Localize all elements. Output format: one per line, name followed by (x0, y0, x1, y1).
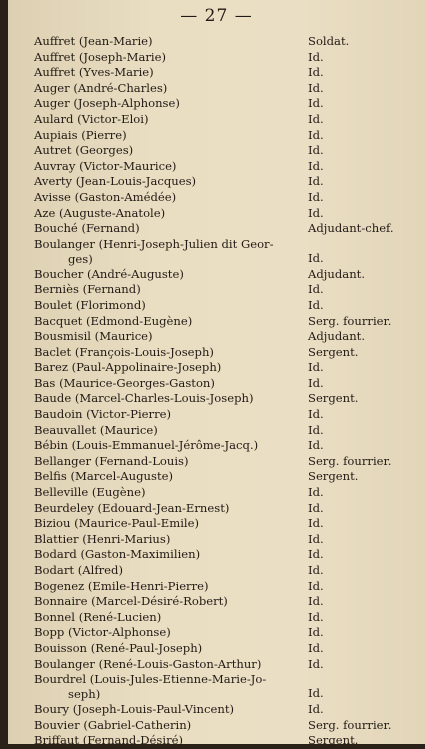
roster-rank: Id. (308, 640, 324, 655)
roster-row (30, 454, 420, 470)
roster-row (30, 594, 420, 610)
roster-name: Belfis (Marcel-Auguste) (34, 469, 174, 484)
roster-row (30, 657, 420, 673)
roster-name: Baude (Marcel-Charles-Louis-Joseph) (34, 391, 254, 406)
roster-name: Bacquet (Edmond-Eugène) (34, 313, 193, 328)
roster-row (30, 625, 420, 641)
roster-name: Bébin (Louis-Emmanuel-Jérôme-Jacq.) (34, 438, 259, 453)
roster-rank: Id. (308, 282, 324, 297)
roster-rank: Sergent. (308, 344, 359, 359)
roster-name: Boulanger (René-Louis-Gaston-Arthur) (34, 656, 262, 671)
roster-name: Bouvier (Gabriel-Catherin) (34, 717, 192, 732)
roster-row (30, 190, 420, 206)
roster-rank: Id. (308, 485, 324, 500)
roster-rank: Id. (308, 143, 324, 158)
roster-name: Boury (Joseph-Louis-Paul-Vincent) (34, 702, 235, 717)
roster-row (30, 579, 420, 595)
roster-row (30, 50, 420, 66)
roster-row (30, 718, 420, 734)
roster-row (30, 407, 420, 423)
roster-rank: Id. (308, 656, 324, 671)
roster-name: Belleville (Eugène) (34, 485, 146, 500)
roster-rank: Id. (308, 189, 324, 204)
roster-list (30, 34, 420, 749)
roster-rank: Id. (308, 127, 324, 142)
roster-row (30, 329, 420, 345)
roster-rank: Id. (308, 205, 324, 220)
roster-name: Aulard (Victor-Eloi) (34, 111, 149, 126)
roster-name: Bonnaire (Marcel-Désiré-Robert) (34, 594, 228, 609)
roster-row (30, 298, 420, 314)
roster-rank: Adjudant. (308, 329, 366, 344)
roster-name: Baudoin (Victor-Pierre) (34, 407, 171, 422)
roster-name: Auvray (Victor-Maurice) (34, 158, 177, 173)
roster-row (30, 206, 420, 222)
roster-row (30, 516, 420, 532)
roster-rank: Sergent. (308, 391, 359, 406)
roster-rank: Sergent. (308, 469, 359, 484)
roster-row (30, 733, 420, 749)
roster-rank: Id. (308, 578, 324, 593)
roster-name: Avisse (Gaston-Amédée) (34, 189, 177, 204)
roster-row (30, 237, 420, 267)
roster-name: Boulanger (Henri-Joseph-Julien dit Geor- (34, 236, 274, 251)
roster-rank: Id. (308, 250, 324, 265)
roster-rank: Id. (308, 702, 324, 717)
roster-name: Beurdeley (Edouard-Jean-Ernest) (34, 500, 230, 515)
roster-row (30, 96, 420, 112)
roster-rank: Id. (308, 547, 324, 562)
roster-row (30, 438, 420, 454)
roster-row (30, 532, 420, 548)
roster-row (30, 65, 420, 81)
roster-rank: Id. (308, 96, 324, 111)
roster-row (30, 221, 420, 237)
roster-rank: Soldat. (308, 34, 350, 48)
roster-name-continuation: ges) (68, 251, 93, 266)
roster-rank: Id. (308, 49, 324, 64)
roster-name: Boulet (Florimond) (34, 297, 146, 312)
roster-row (30, 610, 420, 626)
roster-name: Bodard (Gaston-Maximilien) (34, 547, 201, 562)
roster-row (30, 174, 420, 190)
roster-rank: Id. (308, 594, 324, 609)
roster-name: Aupiais (Pierre) (34, 127, 127, 142)
roster-rank: Id. (308, 609, 324, 624)
roster-name: Bopp (Victor-Alphonse) (34, 625, 171, 640)
roster-rank: Id. (308, 563, 324, 577)
roster-row (30, 563, 420, 579)
roster-rank: Id. (308, 422, 324, 437)
roster-rank: Id. (308, 158, 324, 173)
roster-name: Berniès (Fernand) (34, 282, 141, 297)
roster-rank: Id. (308, 375, 324, 390)
roster-rank: Id. (308, 686, 324, 701)
roster-rank: Id. (308, 531, 324, 546)
roster-rank: Id. (308, 407, 324, 422)
roster-name: Biziou (Maurice-Paul-Emile) (34, 516, 200, 531)
roster-name: Barez (Paul-Appolinaire-Joseph) (34, 360, 222, 375)
roster-row (30, 672, 420, 702)
roster-row (30, 143, 420, 159)
roster-rank: Adjudant-chef. (308, 221, 394, 236)
roster-row (30, 641, 420, 657)
roster-row (30, 360, 420, 376)
roster-row (30, 112, 420, 128)
roster-row (30, 81, 420, 97)
roster-rank: Id. (308, 516, 324, 531)
roster-name: Baclet (François-Louis-Joseph) (34, 344, 214, 359)
roster-row (30, 501, 420, 517)
roster-row (30, 282, 420, 298)
roster-rank: Id. (308, 80, 324, 95)
roster-name: Bouché (Fernand) (34, 221, 140, 236)
page-number: — 27 — (180, 6, 253, 26)
roster-rank: Id. (308, 500, 324, 515)
roster-rank: Id. (308, 297, 324, 312)
roster-row (30, 391, 420, 407)
roster-rank: Serg. fourrier. (308, 717, 392, 732)
roster-name: Auger (André-Charles) (34, 80, 168, 95)
roster-rank: Sergent. (308, 733, 359, 748)
roster-row (30, 547, 420, 563)
roster-row (30, 423, 420, 439)
roster-name: Beauvallet (Maurice) (34, 422, 158, 437)
roster-name: Briffaut (Fernand-Désiré) (34, 733, 183, 748)
roster-row (30, 485, 420, 501)
roster-row (30, 128, 420, 144)
roster-name: Auffret (Yves-Marie) (34, 65, 154, 80)
roster-name: Bodart (Alfred) (34, 563, 123, 577)
roster-name: Aze (Auguste-Anatole) (34, 205, 166, 220)
roster-row (30, 376, 420, 392)
roster-name: Auger (Joseph-Alphonse) (34, 96, 180, 111)
roster-name: Autret (Georges) (34, 143, 134, 158)
roster-rank: Id. (308, 360, 324, 375)
roster-rank: Id. (308, 174, 324, 189)
roster-name: Bousmisil (Maurice) (34, 329, 153, 344)
roster-name: Bogenez (Emile-Henri-Pierre) (34, 578, 209, 593)
roster-rank: Adjudant. (308, 266, 366, 281)
roster-rank: Serg. fourrier. (308, 453, 392, 468)
roster-name: Bas (Maurice-Georges-Gaston) (34, 375, 215, 390)
roster-name: Auffret (Jean-Marie) (34, 34, 153, 48)
roster-row (30, 34, 420, 50)
roster-row (30, 702, 420, 718)
roster-name: Blattier (Henri-Marius) (34, 531, 171, 546)
roster-rank: Serg. fourrier. (308, 313, 392, 328)
roster-row (30, 469, 420, 485)
roster-row (30, 159, 420, 175)
roster-name: Auffret (Joseph-Marie) (34, 49, 167, 64)
roster-name: Averty (Jean-Louis-Jacques) (34, 174, 197, 189)
roster-rank: Id. (308, 438, 324, 453)
roster-rank: Id. (308, 111, 324, 126)
roster-name: Bellanger (Fernand-Louis) (34, 453, 189, 468)
roster-rank: Id. (308, 625, 324, 640)
roster-name: Bonnel (René-Lucien) (34, 609, 162, 624)
book-page (8, 0, 425, 748)
roster-row (30, 267, 420, 283)
roster-name-continuation: seph) (68, 687, 101, 702)
roster-name: Bourdrel (Louis-Jules-Etienne-Marie-Jo- (34, 672, 267, 687)
roster-rank: Id. (308, 65, 324, 80)
roster-name: Boucher (André-Auguste) (34, 266, 184, 281)
roster-row (30, 345, 420, 361)
roster-row (30, 314, 420, 330)
roster-name: Bouisson (René-Paul-Joseph) (34, 640, 203, 655)
